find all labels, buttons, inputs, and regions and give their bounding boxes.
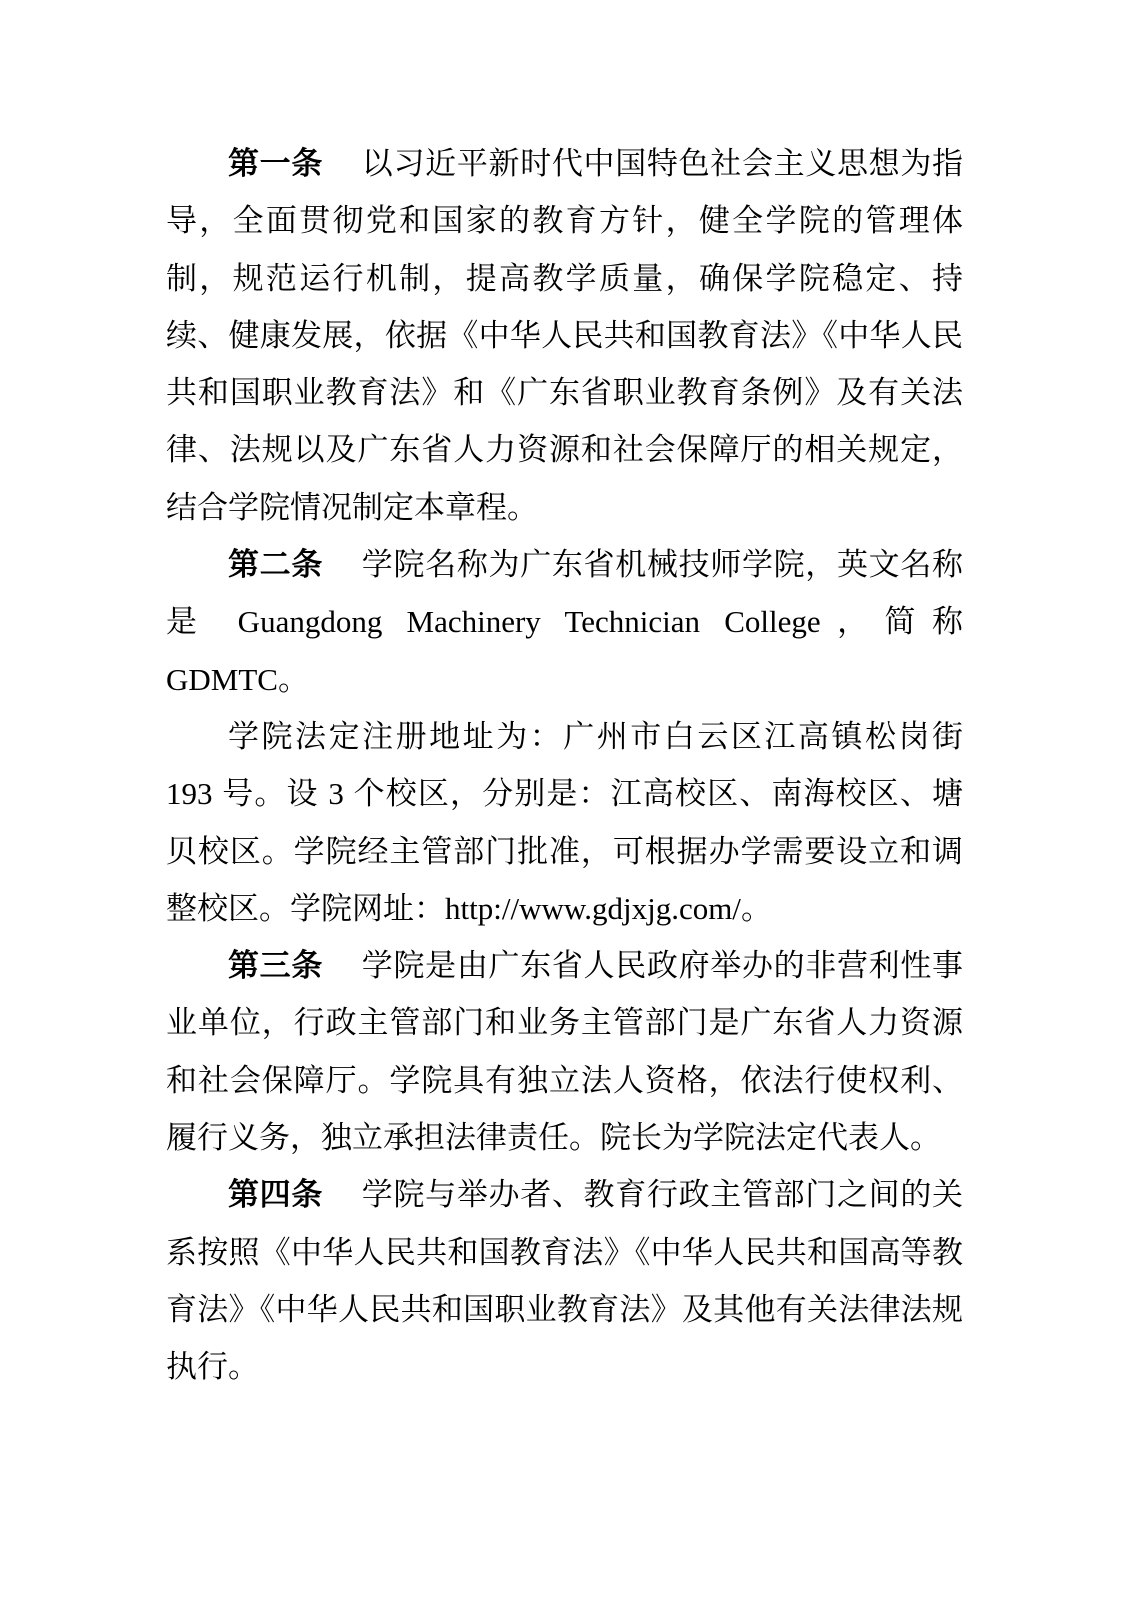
article-2-text-end: 。 — [277, 661, 309, 697]
article-3-number: 第三条 — [228, 948, 324, 984]
article-1-text: 以习近平新时代中国特色社会主义思想为指导，全面贯彻党和国家的教育方针，健全学院的管理体制，规范运行机制，提高教学质量，确保学院稳定、持续、健康发展，依据《中华人民共和国教育法》《中华人民共和国职业教育法》和《广东省职业教育条例》及有关法律、法规以及广东省人力资源和社会保障厅的相关规定，结合学院情况制定本章程。 — [166, 146, 964, 525]
article-1-number: 第一条 — [228, 146, 324, 181]
address-text: 学院法定注册地址为：广州市白云区江高镇松岗街 — [228, 718, 963, 754]
campus-info-end: 。 — [740, 890, 772, 926]
street-number: 193 — [166, 776, 213, 812]
campus-count-text: 号。设 — [212, 776, 329, 812]
campus-list-text: 个校区，分别是：江高校区、南海校区、塘贝校区。学院经主管部门批准，可根据办学需要设立和调整校区。学院网址： — [166, 776, 963, 926]
article-2-text: 学院名称为广东省机械技师学院，英文名称是 — [166, 547, 964, 640]
college-website-url: http://www.gdjxjg.com/ — [445, 890, 741, 926]
paragraph-article-3 — [166, 937, 963, 1166]
article-3-text: 学院是由广东省人民政府举办的非营利性事业单位，行政主管部门和业务主管部门是广东省人力资源和社会保障厅。学院具有独立法人资格，依法行使权利、履行义务，独立承担法律责任。院长为学院法定代表人。 — [166, 948, 964, 1156]
college-abbreviation: GDMTC — [166, 661, 278, 697]
campus-count: 3 — [328, 776, 344, 812]
paragraph-article-1 — [166, 135, 963, 536]
article-4-text: 学院与举办者、教育行政主管部门之间的关系按照《中华人民共和国教育法》《中华人民共和国高等教育法》《中华人民共和国职业教育法》及其他有关法律法规执行。 — [166, 1177, 964, 1385]
article-2-number: 第二条 — [228, 547, 324, 583]
paragraph-article-2 — [166, 536, 963, 708]
paragraph-article-4 — [166, 1166, 963, 1395]
college-english-name: Guangdong Machinery Technician College — [213, 604, 821, 640]
article-4-number: 第四条 — [228, 1177, 324, 1213]
document-body — [166, 135, 963, 1396]
paragraph-campus-info — [166, 708, 963, 937]
article-2-text-mid: ，简称 — [820, 604, 964, 640]
